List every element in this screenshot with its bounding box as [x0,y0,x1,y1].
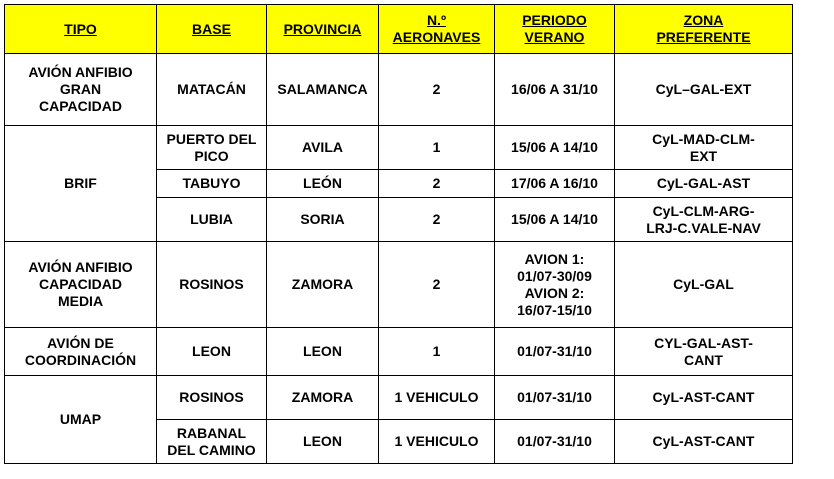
periodo-cell: 17/06 A 16/10 [495,170,615,198]
provincia-cell: LEON [267,328,379,376]
table-body [5,54,793,464]
base-cell: LUBIA [157,198,267,242]
header-periodo-verano: PERIODO VERANO [495,5,615,54]
aircraft-deployment-table [4,4,793,464]
header-tipo: TIPO [5,5,157,54]
zona-cell: CyL-GAL-AST [615,170,793,198]
provincia-cell: ZAMORA [267,376,379,420]
table-row [5,242,793,328]
base-cell: ROSINOS [157,376,267,420]
base-cell: PUERTO DEL PICO [157,126,267,170]
provincia-cell: LEÓN [267,170,379,198]
zona-cell: CyL-MAD-CLM- EXT [615,126,793,170]
zona-cell: CyL-AST-CANT [615,376,793,420]
aeronaves-cell: 2 [379,242,495,328]
header-provincia: PROVINCIA [267,5,379,54]
periodo-cell: 15/06 A 14/10 [495,198,615,242]
tipo-cell: AVIÓN ANFIBIO CAPACIDAD MEDIA [5,242,157,328]
zona-cell: CYL-GAL-AST- CANT [615,328,793,376]
provincia-cell: AVILA [267,126,379,170]
tipo-cell: BRIF [5,126,157,242]
provincia-cell: LEON [267,420,379,464]
tipo-cell: AVIÓN DE COORDINACIÓN [5,328,157,376]
tipo-cell: UMAP [5,376,157,464]
table-row [5,54,793,126]
zona-cell: CyL-AST-CANT [615,420,793,464]
aeronaves-cell: 1 [379,328,495,376]
aeronaves-cell: 1 [379,126,495,170]
base-cell: TABUYO [157,170,267,198]
table-row [5,328,793,376]
table-row [5,126,793,170]
tipo-cell: AVIÓN ANFIBIO GRAN CAPACIDAD [5,54,157,126]
periodo-cell: 01/07-31/10 [495,420,615,464]
aeronaves-cell: 2 [379,170,495,198]
table-header [5,5,793,54]
base-cell: ROSINOS [157,242,267,328]
periodo-cell: AVION 1: 01/07-30/09 AVION 2: 16/07-15/10 [495,242,615,328]
base-cell: MATACÁN [157,54,267,126]
base-cell: LEON [157,328,267,376]
header-aeronaves: N.º AERONAVES [379,5,495,54]
periodo-cell: 01/07-31/10 [495,376,615,420]
provincia-cell: SALAMANCA [267,54,379,126]
aeronaves-cell: 1 VEHICULO [379,376,495,420]
aircraft-table-container [4,4,793,464]
zona-cell: CyL-GAL [615,242,793,328]
header-row [5,5,793,54]
periodo-cell: 15/06 A 14/10 [495,126,615,170]
table-row [5,376,793,420]
base-cell: RABANAL DEL CAMINO [157,420,267,464]
provincia-cell: ZAMORA [267,242,379,328]
aeronaves-cell: 2 [379,54,495,126]
aeronaves-cell: 2 [379,198,495,242]
header-zona-preferente: ZONA PREFERENTE [615,5,793,54]
zona-cell: CyL–GAL-EXT [615,54,793,126]
provincia-cell: SORIA [267,198,379,242]
periodo-cell: 01/07-31/10 [495,328,615,376]
aeronaves-cell: 1 VEHICULO [379,420,495,464]
periodo-cell: 16/06 A 31/10 [495,54,615,126]
header-base: BASE [157,5,267,54]
zona-cell: CyL-CLM-ARG- LRJ-C.VALE-NAV [615,198,793,242]
